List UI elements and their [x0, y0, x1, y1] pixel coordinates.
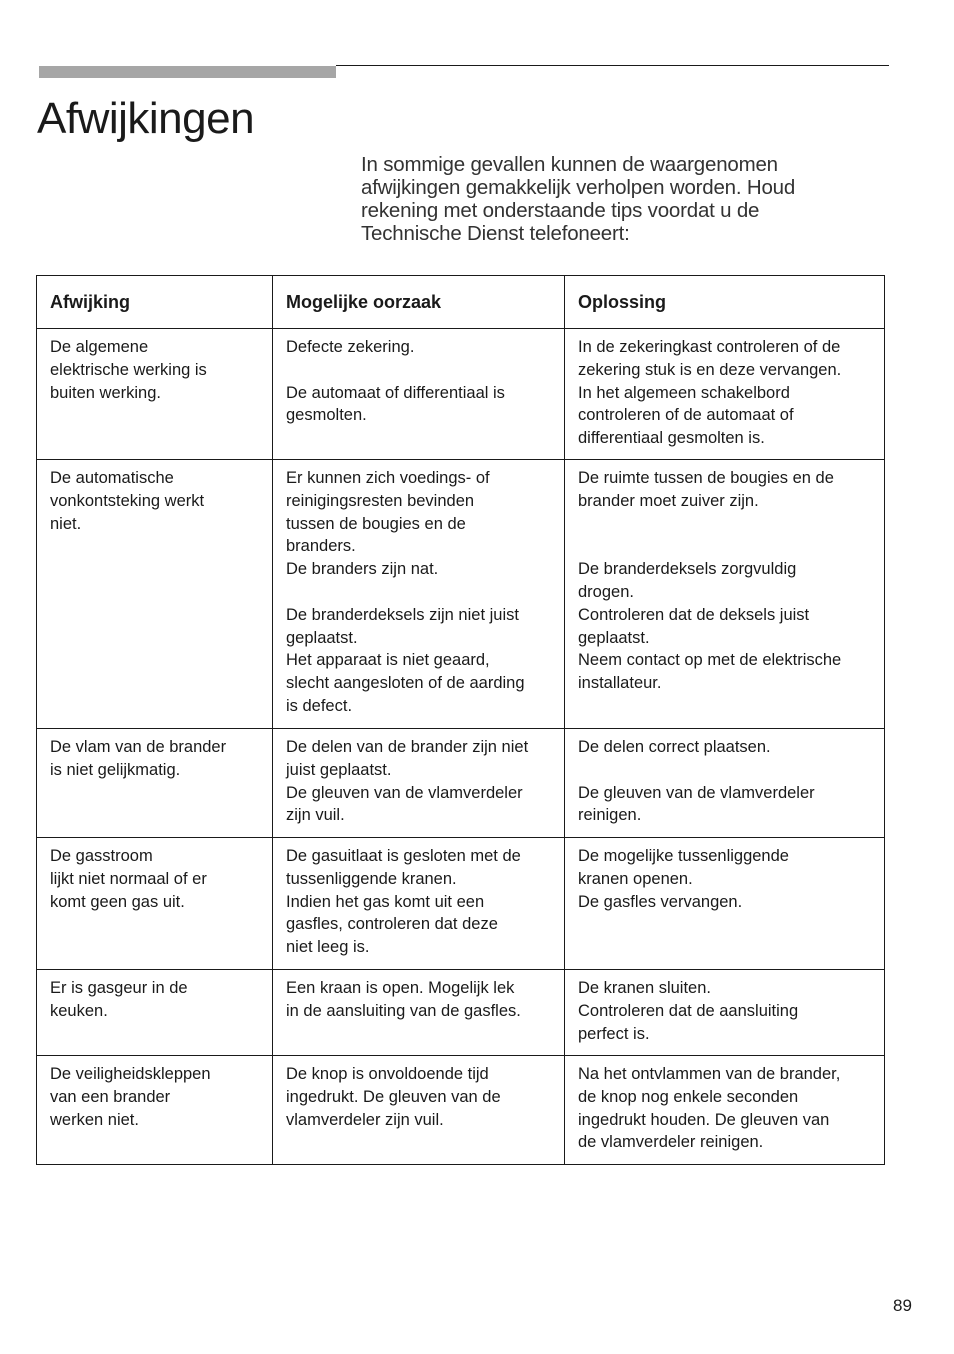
cell-line: controleren of de automaat of [578, 406, 794, 425]
cell-solution [565, 970, 885, 1056]
header-cause: Mogelijke oorzaak [273, 276, 565, 329]
line-gap [578, 759, 874, 782]
cell-line: elektrische werking is [50, 360, 207, 379]
cell-line: Defecte zekering. [286, 338, 415, 356]
page-number: 89 [893, 1296, 912, 1315]
cell-line: niet. [50, 514, 82, 533]
table-row [37, 838, 885, 970]
cell-line: Neem contact op met de elektrische [578, 651, 842, 670]
cell-line: De branderdeksels zijn niet juist [286, 605, 519, 624]
cell-problem [37, 1056, 273, 1165]
cell-line: branders. [286, 537, 356, 556]
cell-line: ingedrukt. De gleuven van de [286, 1087, 501, 1106]
table-row [37, 1056, 885, 1165]
header-rule [336, 65, 889, 66]
cell-cause [273, 329, 565, 460]
intro-paragraph [361, 153, 861, 245]
cell-line: Er is gasgeur in de [50, 979, 188, 997]
cell-line: Controleren dat de deksels juist [578, 605, 810, 624]
cell-line: gasfles, controleren dat deze [286, 915, 498, 934]
intro-line: rekening met onderstaande tips voordat u de [361, 199, 760, 222]
header-bar [39, 66, 336, 78]
cell-line: van een brander [50, 1087, 171, 1106]
cell-line: De branders zijn nat. [286, 560, 439, 579]
cell-line: de knop nog enkele seconden [578, 1087, 799, 1106]
cell-line: perfect is. [578, 1024, 650, 1043]
cell-line: buiten werking. [50, 383, 161, 402]
cell-line: De vlam van de brander [50, 738, 227, 756]
cell-line: De gasfles vervangen. [578, 892, 743, 911]
cell-solution [565, 1056, 885, 1165]
cell-line: Er kunnen zich voedings- of [286, 469, 490, 487]
cell-line: differentiaal gesmolten is. [578, 429, 765, 448]
intro-line: afwijkingen gemakkelijk verholpen worden. Houd [361, 176, 796, 199]
cell-line: geplaatst. [286, 628, 358, 647]
cell-solution [565, 729, 885, 838]
cell-line: Het apparaat is niet geaard, [286, 651, 490, 670]
cell-line: keuken. [50, 1001, 108, 1020]
cell-line: De gleuven van de vlamverdeler [286, 783, 523, 802]
cell-line: de vlamverdeler reinigen. [578, 1133, 764, 1152]
table-row [37, 970, 885, 1056]
cell-line: drogen. [578, 582, 634, 601]
cell-line: De automatische [50, 469, 174, 487]
cell-line: brander moet zuiver zijn. [578, 491, 759, 510]
cell-line: De knop is onvoldoende tijd [286, 1065, 489, 1083]
cell-line: werken niet. [50, 1110, 139, 1129]
cell-line: komt geen gas uit. [50, 892, 185, 911]
cell-cause [273, 460, 565, 729]
cell-line: is defect. [286, 696, 353, 715]
cell-line: In het algemeen schakelbord [578, 383, 790, 402]
line-gap [578, 535, 874, 558]
cell-line: vonkontsteking werkt [50, 491, 205, 510]
cell-line: Na het ontvlammen van de brander, [578, 1065, 841, 1083]
table-row [37, 329, 885, 460]
cell-line: De delen van de brander zijn niet [286, 738, 529, 756]
cell-line: Een kraan is open. Mogelijk lek [286, 979, 515, 997]
cell-line: slecht aangesloten of de aarding [286, 674, 525, 693]
cell-line: ingedrukt houden. De gleuven van [578, 1110, 830, 1129]
cell-line: De algemene [50, 338, 149, 356]
troubleshooting-table [36, 275, 885, 1165]
line-gap [286, 581, 554, 604]
cell-line: Controleren dat de aansluiting [578, 1001, 799, 1020]
cell-line: De ruimte tussen de bougies en de [578, 469, 834, 487]
cell-line: niet leeg is. [286, 938, 370, 957]
cell-line: De branderdeksels zorgvuldig [578, 560, 797, 579]
header-solution: Oplossing [565, 276, 885, 329]
cell-solution [565, 329, 885, 460]
cell-line: tussen de bougies en de [286, 514, 466, 533]
page-title: Afwijkingen [37, 94, 255, 143]
cell-line: zijn vuil. [286, 806, 345, 825]
cell-line: installateur. [578, 674, 662, 693]
cell-problem [37, 970, 273, 1056]
cell-line: De kranen sluiten. [578, 979, 711, 997]
cell-line: In de zekeringkast controleren of de [578, 338, 841, 356]
header-problem: Afwijking [37, 276, 273, 329]
cell-line: De gasstroom [50, 847, 153, 865]
line-gap [578, 513, 874, 536]
cell-cause [273, 838, 565, 970]
table-row [37, 460, 885, 729]
cell-problem [37, 729, 273, 838]
cell-line: kranen openen. [578, 869, 693, 888]
cell-problem [37, 460, 273, 729]
cell-line: tussenliggende kranen. [286, 869, 457, 888]
cell-line: lijkt niet normaal of er [50, 869, 207, 888]
cell-line: reinigingsresten bevinden [286, 491, 475, 510]
cell-line: gesmolten. [286, 406, 367, 425]
cell-line: De veiligheidskleppen [50, 1065, 211, 1083]
cell-problem [37, 329, 273, 460]
cell-line: in de aansluiting van de gasfles. [286, 1001, 521, 1020]
cell-solution [565, 460, 885, 729]
table-row [37, 729, 885, 838]
cell-line: De gleuven van de vlamverdeler [578, 783, 815, 802]
cell-cause [273, 729, 565, 838]
cell-line: De mogelijke tussenliggende [578, 847, 789, 865]
intro-line: In sommige gevallen kunnen de waargenomen [361, 153, 778, 176]
cell-line: is niet gelijkmatig. [50, 760, 181, 779]
cell-line: De automaat of differentiaal is [286, 383, 505, 402]
cell-line: vlamverdeler zijn vuil. [286, 1110, 444, 1129]
cell-line: zekering stuk is en deze vervangen. [578, 360, 842, 379]
cell-problem [37, 838, 273, 970]
cell-line: reinigen. [578, 806, 642, 825]
table-body [37, 329, 885, 1165]
cell-cause [273, 1056, 565, 1165]
cell-line: geplaatst. [578, 628, 650, 647]
intro-line: Technische Dienst telefoneert: [361, 222, 630, 245]
cell-line: Indien het gas komt uit een [286, 892, 485, 911]
table-header-row [37, 276, 885, 329]
cell-cause [273, 970, 565, 1056]
line-gap [286, 359, 554, 382]
cell-line: juist geplaatst. [286, 760, 392, 779]
cell-line: De gasuitlaat is gesloten met de [286, 847, 521, 865]
cell-solution [565, 838, 885, 970]
cell-line: De delen correct plaatsen. [578, 738, 771, 756]
